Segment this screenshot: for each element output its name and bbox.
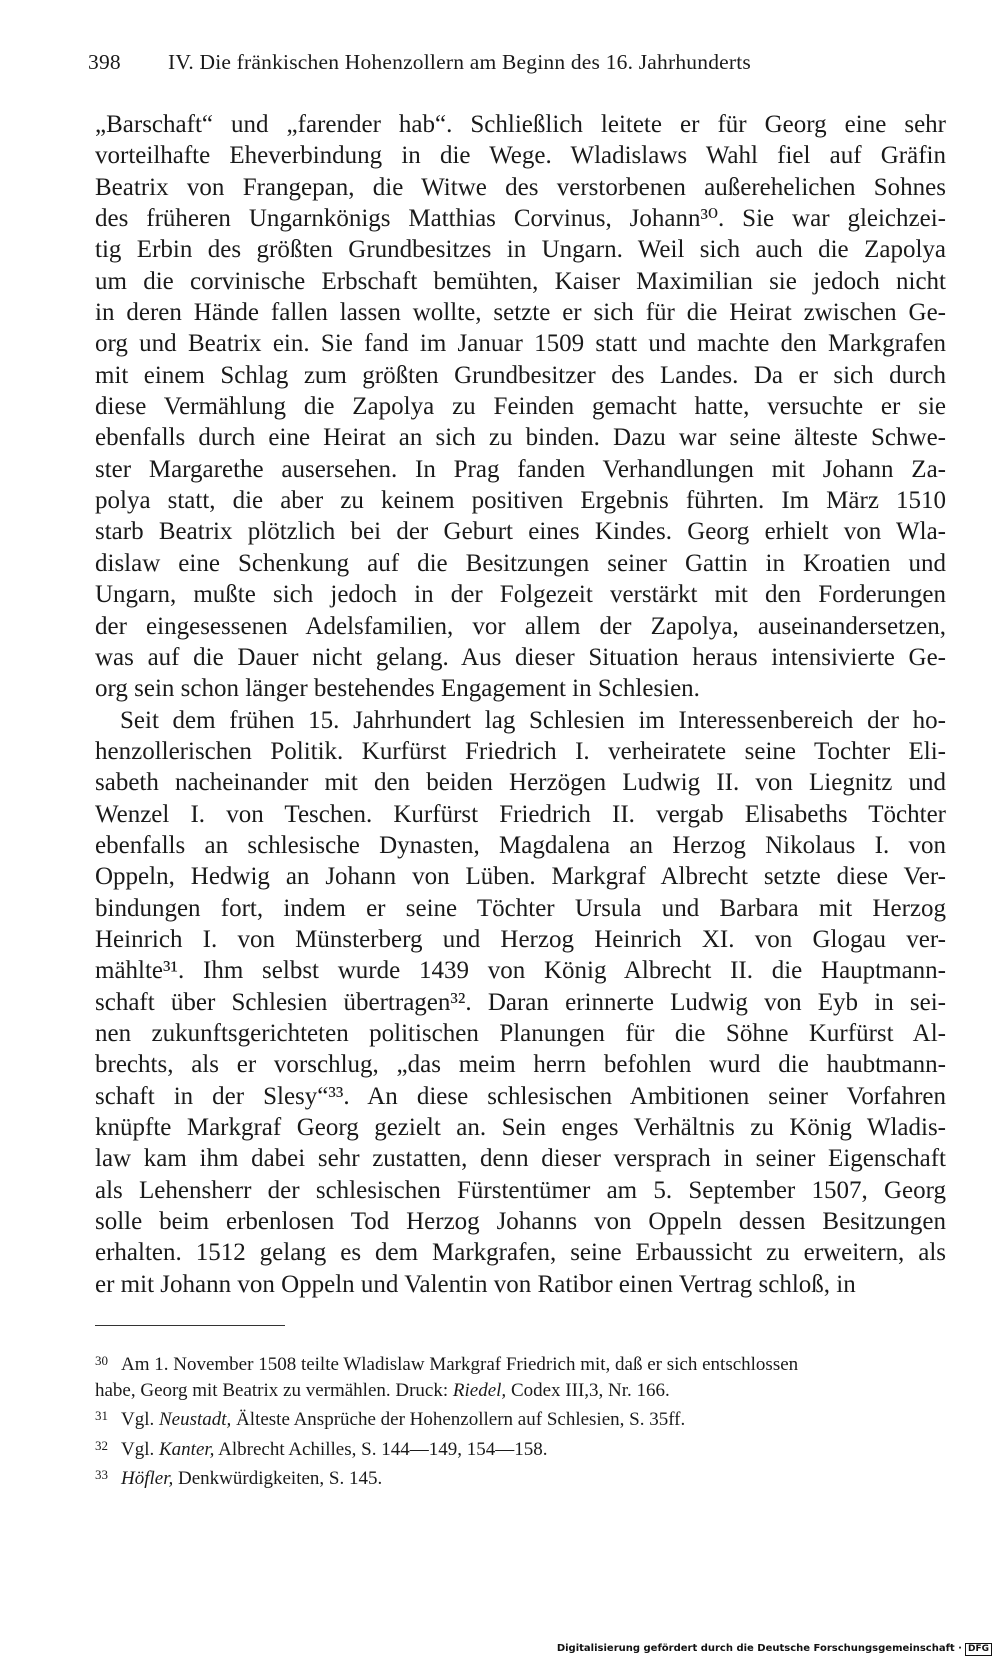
credit-text: Digitalisierung gefördert durch die Deutsche Forschungsgemeinschaft · bbox=[556, 1643, 962, 1654]
body-line: henzollerischen Politik. Kurfürst Friedrich I. verheiratete seine Tochter Eli- bbox=[95, 737, 946, 765]
footnote-rule bbox=[95, 1325, 285, 1326]
body-line: brechts, als er vorschlug, „das meim herrn befohlen wurd die haubtmann- bbox=[95, 1051, 946, 1079]
body-line: Beatrix von Frangepan, die Witwe des verstorbenen außerehelichen Sohnes bbox=[95, 173, 946, 201]
footnote-33 bbox=[95, 1462, 946, 1492]
body-line: org und Beatrix ein. Sie fand im Januar 1509 statt und machte den Markgrafen bbox=[95, 330, 946, 358]
body-line: tig Erbin des größten Grundbesitzes in Ungarn. Weil sich auch die Zapolya bbox=[95, 236, 946, 264]
body-line: mit einem Schlag zum größten Grundbesitzer des Landes. Da er sich durch bbox=[95, 361, 946, 389]
body-line: ebenfalls an schlesische Dynasten, Magdalena an Herzog Nikolaus I. von bbox=[95, 831, 946, 859]
body-line: knüpfte Markgraf Georg gezielt an. Sein enges Verhältnis zu König Wladis- bbox=[95, 1114, 946, 1141]
footnote-text: Albrecht Achilles, S. 144—149, 154—158. bbox=[214, 1438, 548, 1460]
body-line: starb Beatrix plötzlich bei der Geburt eines Kindes. Georg erhielt von Wla- bbox=[95, 518, 946, 546]
body-line: er mit Johann von Oppeln und Valentin von Ratibor einen Vertrag schloß, in bbox=[95, 1270, 856, 1298]
body-line: bindungen fort, indem er seine Töchter Ursula und Barbara mit Herzog bbox=[95, 894, 946, 922]
body-line: der eingesessenen Adelsfamilien, vor allem der Zapolya, auseinandersetzen, bbox=[95, 612, 946, 640]
running-title: IV. Die fränkischen Hohenzollern am Beginn des 16. Jahrhunderts bbox=[168, 50, 752, 74]
body-line: was auf die Dauer nicht gelang. Aus dieser Situation heraus intensivierte Ge- bbox=[95, 643, 946, 671]
body-text bbox=[95, 109, 946, 1300]
body-line: org sein schon länger bestehendes Engagement in Schlesien. bbox=[95, 675, 700, 703]
body-line: ebenfalls durch eine Heirat an sich zu binden. Dazu war seine älteste Schwe- bbox=[95, 424, 946, 452]
footnote-30 bbox=[95, 1348, 946, 1378]
body-line: ster Margarethe ausersehen. In Prag fanden Verhandlungen mit Johann Za- bbox=[95, 455, 946, 483]
body-line: law kam ihm dabei sehr zustatten, denn dieser versprach in seiner Eigenschaft bbox=[95, 1145, 946, 1173]
body-line: polya statt, die aber zu keinem positiven Ergebnis führten. Im März 1510 bbox=[95, 487, 946, 515]
body-line: Seit dem frühen 15. Jahrhundert lag Schlesien im Interessenbereich der ho- bbox=[120, 706, 946, 734]
body-line: um die corvinische Erbschaft bemühten, Kaiser Maximilian sie jedoch nicht bbox=[95, 267, 946, 295]
digitization-credit bbox=[557, 1643, 992, 1656]
footnote-30-continued bbox=[95, 1378, 946, 1404]
body-line: vorteilhafte Eheverbindung in die Wege. Wladislaws Wahl fiel auf Gräfin bbox=[95, 142, 946, 170]
footnotes bbox=[95, 1348, 946, 1492]
body-line: schaft über Schlesien übertragen³². Daran erinnerte Ludwig von Eyb in sei- bbox=[95, 988, 946, 1016]
body-line: als Lehensherr der schlesischen Fürstentümer am 5. September 1507, Georg bbox=[95, 1176, 946, 1204]
footnote-text: habe, Georg mit Beatrix zu vermählen. Druck: bbox=[95, 1379, 453, 1401]
footnote-text: Älteste Ansprüche der Hohenzollern auf Schlesien, S. 35ff. bbox=[231, 1409, 686, 1430]
body-line: sabeth nacheinander mit den beiden Herzögen Ludwig II. von Liegnitz und bbox=[95, 769, 946, 797]
footnote-text: Am 1. November 1508 teilte Wladislaw Markgraf Friedrich mit, daß er sich entschlossen bbox=[121, 1354, 799, 1375]
running-header bbox=[88, 50, 903, 75]
body-line: „Barschaft“ und „farender hab“. Schließlich leitete er für Georg eine sehr bbox=[95, 111, 946, 138]
footnote-number: 30 bbox=[95, 1353, 108, 1368]
footnote-author: Neustadt, bbox=[159, 1409, 232, 1430]
body-line: nen zukunftsgerichteten politischen Planungen für die Söhne Kurfürst Al- bbox=[95, 1019, 946, 1047]
footnote-number: 32 bbox=[95, 1437, 108, 1453]
footnote-number: 31 bbox=[95, 1408, 108, 1423]
body-line: in deren Hände fallen lassen wollte, setzte er sich für die Heirat zwischen Ge- bbox=[95, 299, 946, 327]
body-line: schaft in der Slesy“³³. An diese schlesischen Ambitionen seiner Vorfahren bbox=[95, 1082, 946, 1110]
body-line: dislaw eine Schenkung auf die Besitzungen seiner Gattin in Kroatien und bbox=[95, 549, 946, 577]
page-number: 398 bbox=[88, 50, 121, 74]
footnote-number: 33 bbox=[95, 1467, 108, 1482]
footnote-text: Denkwürdigkeiten, S. 145. bbox=[173, 1468, 383, 1489]
body-line: Heinrich I. von Münsterberg und Herzog Heinrich XI. von Glogau ver- bbox=[95, 925, 946, 953]
body-line: diese Vermählung die Zapolya zu Feinden gemacht hatte, versuchte er sie bbox=[95, 393, 946, 421]
body-line: Ungarn, mußte sich jedoch in der Folgezeit verstärkt mit den Forderungen bbox=[95, 581, 946, 609]
footnote-32 bbox=[95, 1433, 946, 1463]
footnote-31 bbox=[95, 1403, 946, 1433]
body-line: Wenzel I. von Teschen. Kurfürst Friedrich II. vergab Elisabeths Töchter bbox=[95, 800, 946, 828]
body-line: Oppeln, Hedwig an Johann von Lüben. Markgraf Albrecht setzte diese Ver- bbox=[95, 863, 946, 891]
body-line: mählte³¹. Ihm selbst wurde 1439 von König Albrecht II. die Hauptmann- bbox=[95, 957, 946, 985]
body-line: solle beim erbenlosen Tod Herzog Johanns von Oppeln dessen Besitzungen bbox=[95, 1208, 946, 1236]
footnote-text: Vgl. bbox=[121, 1409, 159, 1430]
footnote-author: Höfler, bbox=[121, 1468, 174, 1489]
footnote-author: Kanter, bbox=[159, 1438, 215, 1460]
footnote-text: Vgl. bbox=[121, 1438, 159, 1460]
body-line: des früheren Ungarnkönigs Matthias Corvinus, Johann³⁰. Sie war gleichzei- bbox=[95, 205, 946, 233]
footnote-author: Riedel, bbox=[452, 1379, 507, 1401]
body-line: erhalten. 1512 gelang es dem Markgrafen, seine Erbaussicht zu erweitern, als bbox=[95, 1239, 946, 1267]
dfg-logo: DFG bbox=[965, 1643, 992, 1656]
footnote-text: Codex III,3, Nr. 166. bbox=[506, 1379, 670, 1401]
